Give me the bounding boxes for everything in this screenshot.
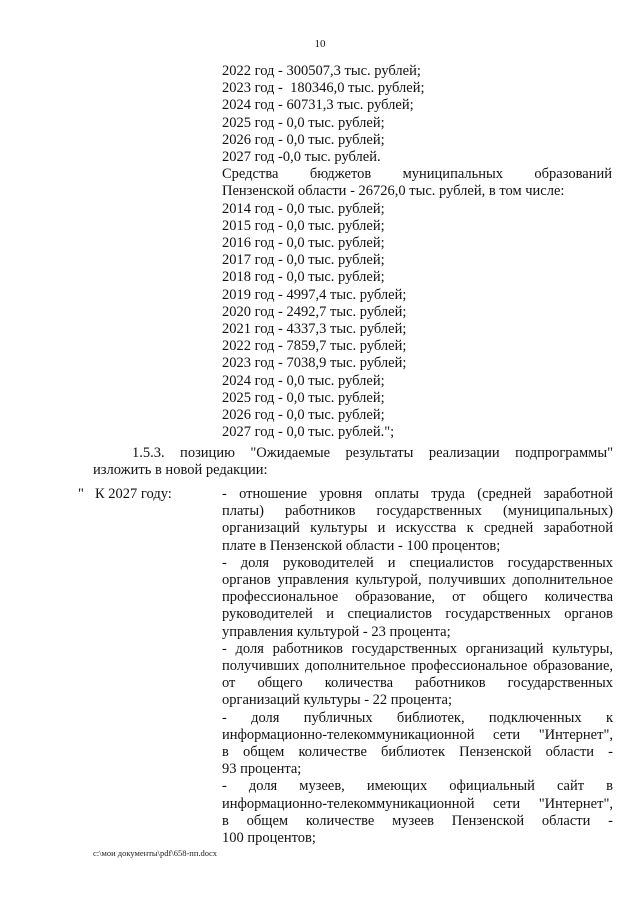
funding-years-block xyxy=(222,63,612,441)
result-item xyxy=(222,778,613,847)
footer-file-path: c:\мои документы\pdf\658-пп.docx xyxy=(93,848,218,858)
results-list xyxy=(222,486,613,847)
funding-line: 2023 год - 7038,9 тыс. рублей; xyxy=(222,355,407,372)
result-line: в общем количестве музеев Пензенской области - xyxy=(222,812,613,829)
result-line: в общем количестве библиотек Пензенской области - xyxy=(222,744,613,761)
funding-line: 2021 год - 4337,3 тыс. рублей; xyxy=(222,321,407,338)
funding-line: 2019 год - 4997,4 тыс. рублей; xyxy=(222,286,407,303)
result-line: платы) работников государственных (муниципальных) xyxy=(222,503,613,520)
result-item xyxy=(222,555,613,641)
funding-line: 2020 год - 2492,7 тыс. рублей; xyxy=(222,303,407,320)
municipal-funds-heading: Средства бюджетов муниципальных образований xyxy=(222,166,612,183)
target-year-label: К 2027 году: xyxy=(95,486,172,502)
funding-line: 2027 год - 0,0 тыс. рублей."; xyxy=(222,424,395,441)
result-line: организаций культуры и искусства к средней заработной xyxy=(222,520,613,537)
result-line: - доля музеев, имеющих официальный сайт в xyxy=(222,778,613,795)
result-line: управления культурой - 23 процента; xyxy=(222,623,451,640)
result-line: плате в Пензенской области - 100 процентов; xyxy=(222,537,501,554)
result-line: 100 процентов; xyxy=(222,830,316,847)
funding-line: 2017 год - 0,0 тыс. рублей; xyxy=(222,252,385,269)
opening-quote: " xyxy=(78,486,84,502)
page-number: 10 xyxy=(314,38,326,50)
result-line: от общего количества работников государственных xyxy=(222,675,613,692)
result-line: профессиональное образование, от общего количества xyxy=(222,589,613,606)
section-heading-continuation: изложить в новой редакции: xyxy=(93,462,268,479)
section-heading: 1.5.3. позицию "Ожидаемые результаты реализации подпрограммы" xyxy=(132,445,613,461)
funding-line: 2024 год - 60731,3 тыс. рублей; xyxy=(222,97,414,114)
result-line: 93 процента; xyxy=(222,761,302,778)
funding-line: 2022 год - 7859,7 тыс. рублей; xyxy=(222,338,407,355)
funding-line: 2014 год - 0,0 тыс. рублей; xyxy=(222,200,385,217)
funding-line: 2027 год -0,0 тыс. рублей. xyxy=(222,149,381,166)
result-item xyxy=(222,641,613,710)
funding-line: 2025 год - 0,0 тыс. рублей; xyxy=(222,389,385,406)
municipal-funds-total: Пензенской области - 26726,0 тыс. рублей, в том числе: xyxy=(222,183,565,200)
funding-line: 2025 год - 0,0 тыс. рублей; xyxy=(222,114,385,131)
result-line: руководителей и специалистов государственных органов xyxy=(222,606,613,623)
funding-line: 2016 год - 0,0 тыс. рублей; xyxy=(222,235,385,252)
result-line: - доля публичных библиотек, подключенных к xyxy=(222,709,613,726)
result-line: - доля работников государственных организаций культуры, xyxy=(222,640,613,657)
funding-line: 2018 год - 0,0 тыс. рублей; xyxy=(222,269,385,286)
funding-line: 2023 год - 180346,0 тыс. рублей; xyxy=(222,80,425,97)
funding-line: 2026 год - 0,0 тыс. рублей; xyxy=(222,407,385,424)
funding-line: 2015 год - 0,0 тыс. рублей; xyxy=(222,217,385,234)
section-amendment xyxy=(93,445,613,479)
result-line: информационно-телекоммуникационной сети "Интернет", xyxy=(222,726,613,743)
result-line: получивших дополнительное профессиональное образование, xyxy=(222,658,613,675)
result-item xyxy=(222,710,613,779)
funding-line: 2024 год - 0,0 тыс. рублей; xyxy=(222,372,385,389)
result-line: информационно-телекоммуникационной сети "Интернет", xyxy=(222,795,613,812)
funding-line: 2022 год - 300507,3 тыс. рублей; xyxy=(222,63,421,79)
result-line: органов управления культурой, получивших дополнительное xyxy=(222,572,613,589)
funding-line: 2026 год - 0,0 тыс. рублей; xyxy=(222,131,385,148)
result-line: - доля руководителей и специалистов государственных xyxy=(222,554,613,571)
result-item xyxy=(222,486,613,555)
result-line: - отношение уровня оплаты труда (средней заработной xyxy=(222,486,613,502)
result-line: организаций культуры - 22 процента; xyxy=(222,692,453,709)
